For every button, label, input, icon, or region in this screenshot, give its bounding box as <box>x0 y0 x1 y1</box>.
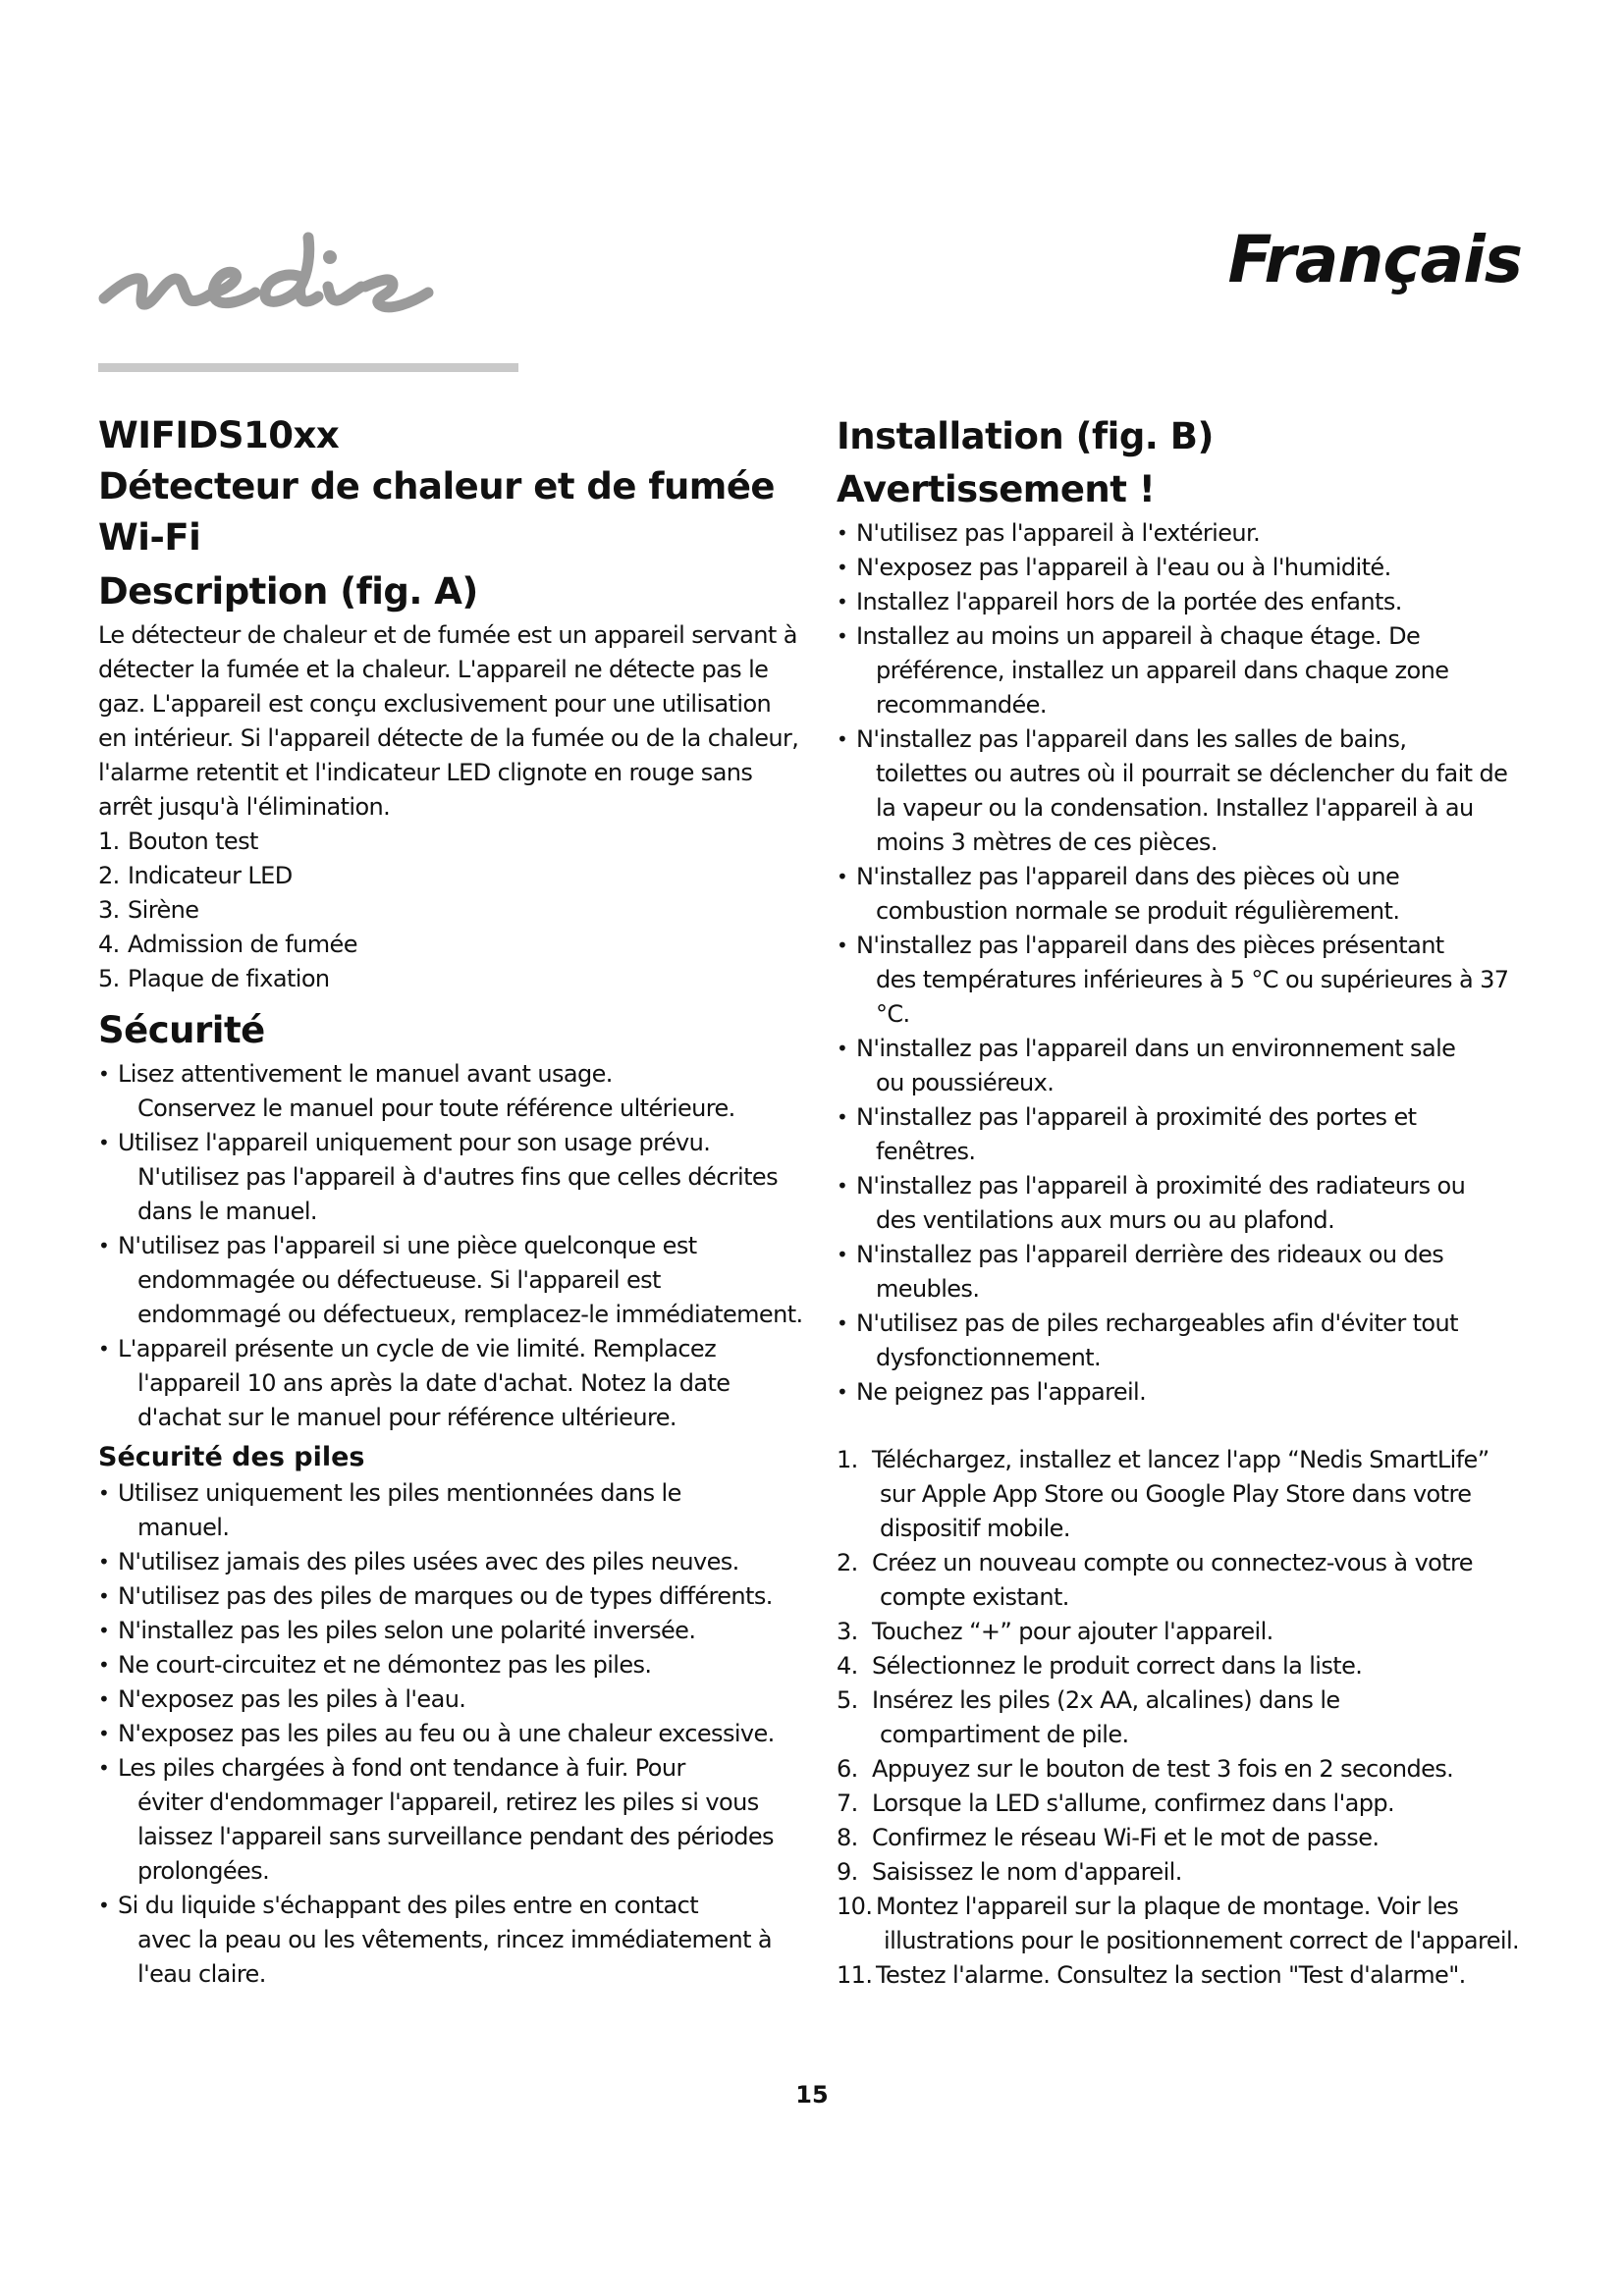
battery-item-text: Utilisez uniquement les piles mentionnées dans le <box>118 1479 681 1507</box>
part-item <box>98 825 805 859</box>
safety-item-text: L'appareil présente un cycle de vie limité. Remplacez <box>118 1335 717 1362</box>
warning-item <box>837 1169 1534 1238</box>
warning-item <box>837 585 1534 619</box>
description-heading: Description (fig. A) <box>98 570 478 613</box>
step-item-continuation: illustrations pour le positionnement correct de l'appareil. <box>884 1927 1520 1954</box>
step-item <box>837 1649 1534 1683</box>
installation-steps <box>837 1443 1534 1993</box>
safety-item <box>98 1057 805 1126</box>
warning-item-text: Installez l'appareil hors de la portée des enfants. <box>856 588 1402 615</box>
safety-list <box>98 1057 805 1435</box>
parts-list <box>98 825 805 996</box>
warning-item <box>837 1032 1534 1100</box>
warning-item <box>837 619 1534 722</box>
step-item-text: Appuyez sur le bouton de test 3 fois en 2 secondes. <box>872 1755 1454 1783</box>
warning-item-text: N'installez pas l'appareil à proximité des radiateurs ou <box>856 1172 1466 1200</box>
step-item-text: Touchez “+” pour ajouter l'appareil. <box>872 1618 1273 1645</box>
battery-item-text: N'installez pas les piles selon une polarité inversée. <box>118 1617 696 1644</box>
step-item-text: Confirmez le réseau Wi-Fi et le mot de passe. <box>872 1824 1380 1851</box>
step-item-number: 9. <box>837 1858 858 1886</box>
step-item <box>837 1890 1534 1958</box>
step-item-text: Insérez les piles (2x AA, alcalines) dans le <box>872 1686 1340 1714</box>
warning-item <box>837 722 1534 860</box>
battery-item <box>98 1614 805 1648</box>
step-item-continuation: sur Apple App Store ou Google Play Store dans votre dispositif mobile. <box>880 1480 1472 1542</box>
step-item <box>837 1787 1534 1821</box>
safety-item-continuation: l'appareil 10 ans après la date d'achat. Notez la date d'achat sur le manuel pour référence ultérieure. <box>137 1369 731 1431</box>
battery-item-continuation: éviter d'endommager l'appareil, retirez les piles si vous laissez l'appareil sans surveillance pendant des périodes prolongées. <box>137 1789 774 1885</box>
battery-item-text: N'exposez pas les piles à l'eau. <box>118 1685 466 1713</box>
step-item-number: 3. <box>837 1618 858 1645</box>
step-item-text: Créez un nouveau compte ou connectez-vous à votre <box>872 1549 1473 1576</box>
step-item-text: Lorsque la LED s'allume, confirmez dans l'app. <box>872 1789 1395 1817</box>
warning-item-continuation: ou poussiéreux. <box>876 1069 1055 1096</box>
warning-item <box>837 929 1534 1032</box>
battery-item-text: N'utilisez pas des piles de marques ou de types différents. <box>118 1582 773 1610</box>
header-rule <box>98 363 518 372</box>
part-item-number: 1. <box>98 828 120 855</box>
part-item-text: Plaque de fixation <box>128 965 330 992</box>
step-item-number: 4. <box>837 1652 858 1680</box>
part-item <box>98 962 805 996</box>
battery-item <box>98 1717 805 1751</box>
step-item-number: 7. <box>837 1789 858 1817</box>
warning-item-continuation: des ventilations aux murs ou au plafond. <box>876 1206 1335 1234</box>
warning-item-text: Installez au moins un appareil à chaque étage. De <box>856 622 1421 650</box>
step-item <box>837 1821 1534 1855</box>
step-item <box>837 1546 1534 1615</box>
part-item <box>98 893 805 928</box>
safety-item-text: N'utilisez pas l'appareil si une pièce quelconque est <box>118 1232 697 1259</box>
battery-item <box>98 1682 805 1717</box>
step-item-number: 5. <box>837 1686 858 1714</box>
step-item <box>837 1958 1534 1993</box>
part-item-number: 3. <box>98 896 120 924</box>
battery-item-text: Ne court-circuitez et ne démontez pas les piles. <box>118 1651 652 1679</box>
warning-item-text: N'utilisez pas l'appareil à l'extérieur. <box>856 519 1261 547</box>
warning-item <box>837 1375 1534 1410</box>
step-item-continuation: compartiment de pile. <box>880 1721 1129 1748</box>
warning-item-continuation: combustion normale se produit régulièrement. <box>876 897 1400 925</box>
step-item <box>837 1752 1534 1787</box>
left-column <box>98 410 805 1992</box>
battery-safety-list <box>98 1476 805 1992</box>
step-item-text: Sélectionnez le produit correct dans la liste. <box>872 1652 1363 1680</box>
product-title-line-1: Détecteur de chaleur et de fumée <box>98 465 776 507</box>
battery-item-text: Si du liquide s'échappant des piles entre en contact <box>118 1892 699 1919</box>
warning-heading: Avertissement ! <box>837 468 1156 510</box>
part-item-number: 2. <box>98 862 120 889</box>
step-item-text: Saisissez le nom d'appareil. <box>872 1858 1182 1886</box>
safety-item-continuation: N'utilisez pas l'appareil à d'autres fins que celles décrites dans le manuel. <box>137 1163 779 1225</box>
warning-item <box>837 1100 1534 1169</box>
warning-item-text: N'installez pas l'appareil dans un environnement sale <box>856 1035 1456 1062</box>
battery-item <box>98 1476 805 1545</box>
warning-item-continuation: meubles. <box>876 1275 980 1303</box>
part-item-text: Indicateur LED <box>128 862 293 889</box>
product-title-line-2: Wi-Fi <box>98 516 201 559</box>
part-item-text: Admission de fumée <box>128 931 357 958</box>
right-column <box>837 410 1534 1993</box>
spacer <box>837 1410 1534 1443</box>
warning-item-continuation: toilettes ou autres où il pourrait se déclencher du fait de la vapeur ou la condensation. Installez l'appareil à au moins 3 mètres de ces pièces. <box>876 760 1508 856</box>
warning-item-continuation: préférence, installez un appareil dans chaque zone recommandée. <box>876 657 1449 719</box>
model-number: WIFIDS10xx <box>98 414 340 456</box>
part-item <box>98 928 805 962</box>
warning-item-continuation: dysfonctionnement. <box>876 1344 1102 1371</box>
step-item-text: Téléchargez, installez et lancez l'app “Nedis SmartLife” <box>872 1446 1489 1473</box>
warning-item-text: N'utilisez pas de piles rechargeables afin d'éviter tout <box>856 1309 1458 1337</box>
step-item <box>837 1615 1534 1649</box>
part-item-number: 5. <box>98 965 120 992</box>
safety-item <box>98 1229 805 1332</box>
battery-item-continuation: avec la peau ou les vêtements, rincez immédiatement à l'eau claire. <box>137 1926 773 1988</box>
part-item-number: 4. <box>98 931 120 958</box>
step-item-number: 8. <box>837 1824 858 1851</box>
warning-item <box>837 860 1534 929</box>
safety-item-continuation: Conservez le manuel pour toute référence ultérieure. <box>137 1095 735 1122</box>
warning-item <box>837 1238 1534 1307</box>
warning-item <box>837 516 1534 551</box>
step-item <box>837 1683 1534 1752</box>
safety-item-text: Lisez attentivement le manuel avant usage. <box>118 1060 613 1088</box>
nedis-logo <box>98 218 520 346</box>
battery-item <box>98 1648 805 1682</box>
battery-item-continuation: manuel. <box>137 1514 230 1541</box>
step-item-number: 1. <box>837 1446 858 1473</box>
step-item-continuation: compte existant. <box>880 1583 1069 1611</box>
battery-safety-heading: Sécurité des piles <box>98 1442 365 1472</box>
battery-item <box>98 1889 805 1992</box>
step-item <box>837 1855 1534 1890</box>
warning-item-text: Ne peignez pas l'appareil. <box>856 1378 1147 1406</box>
safety-item-text: Utilisez l'appareil uniquement pour son usage prévu. <box>118 1129 711 1156</box>
warning-item <box>837 1307 1534 1375</box>
battery-item <box>98 1579 805 1614</box>
installation-heading: Installation (fig. B) <box>837 415 1214 457</box>
step-item-number: 6. <box>837 1755 858 1783</box>
warning-item-continuation: des températures inférieures à 5 °C ou supérieures à 37 °C. <box>876 966 1509 1028</box>
step-item-number: 10. <box>837 1893 873 1920</box>
battery-item <box>98 1751 805 1889</box>
safety-heading: Sécurité <box>98 1009 265 1051</box>
battery-item-text: Les piles chargées à fond ont tendance à fuir. Pour <box>118 1754 685 1782</box>
warning-item-text: N'installez pas l'appareil à proximité des portes et <box>856 1103 1417 1131</box>
battery-item <box>98 1545 805 1579</box>
language-title: Français <box>1227 222 1522 297</box>
warning-item-text: N'installez pas l'appareil dans des pièces présentant <box>856 932 1444 959</box>
battery-item-text: N'exposez pas les piles au feu ou à une chaleur excessive. <box>118 1720 775 1747</box>
part-item <box>98 859 805 893</box>
page-number: 15 <box>795 2081 829 2109</box>
warning-item-continuation: fenêtres. <box>876 1138 976 1165</box>
warning-item <box>837 551 1534 585</box>
safety-item <box>98 1126 805 1229</box>
description-text: Le détecteur de chaleur et de fumée est un appareil servant à détecter la fumée et la chaleur. L'appareil ne détecte pas le gaz. L'appareil est conçu exclusivement pour une utilisation en intérieur. Si l'appareil détecte de la fumée ou de la chaleur, l'alarme retentit et l'indicateur LED clignote en rouge sans arrêt jusqu'à l'élimination. <box>98 621 799 821</box>
part-item-text: Sirène <box>128 896 199 924</box>
battery-item-text: N'utilisez jamais des piles usées avec des piles neuves. <box>118 1548 739 1575</box>
part-item-text: Bouton test <box>128 828 258 855</box>
warning-list <box>837 516 1534 1410</box>
step-item <box>837 1443 1534 1546</box>
step-item-number: 11. <box>837 1961 873 1989</box>
step-item-number: 2. <box>837 1549 858 1576</box>
step-item-text: Montez l'appareil sur la plaque de montage. Voir les <box>876 1893 1459 1920</box>
warning-item-text: N'exposez pas l'appareil à l'eau ou à l'humidité. <box>856 554 1391 581</box>
warning-item-text: N'installez pas l'appareil derrière des rideaux ou des <box>856 1241 1444 1268</box>
safety-item-continuation: endommagée ou défectueuse. Si l'appareil est endommagé ou défectueux, remplacez-le immédiatement. <box>137 1266 803 1328</box>
safety-item <box>98 1332 805 1435</box>
warning-item-text: N'installez pas l'appareil dans les salles de bains, <box>856 725 1407 753</box>
warning-item-text: N'installez pas l'appareil dans des pièces où une <box>856 863 1400 890</box>
step-item-text: Testez l'alarme. Consultez la section "Test d'alarme". <box>876 1961 1466 1989</box>
